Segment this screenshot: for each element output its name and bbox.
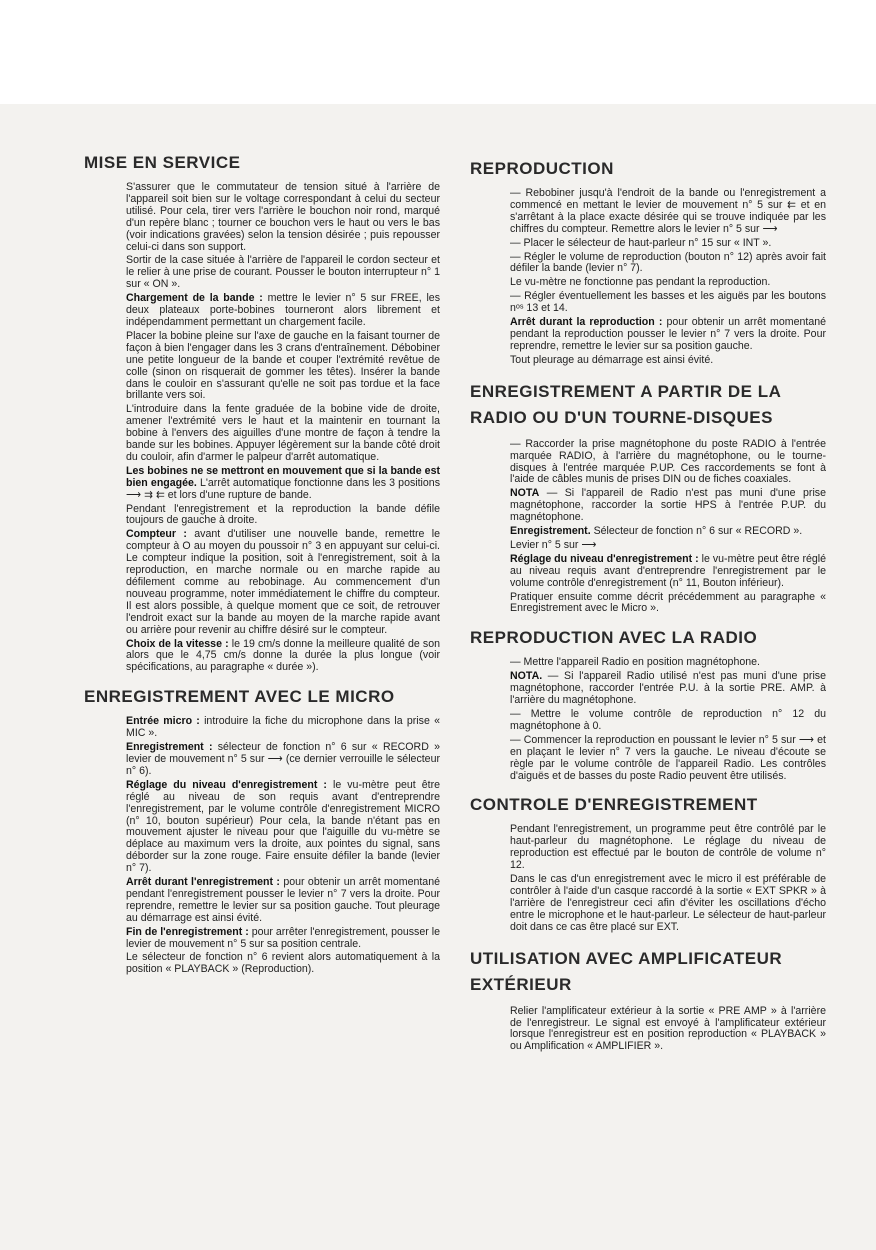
paragraph (510, 439, 826, 487)
paragraph (126, 877, 440, 925)
paragraph-text: Placer la bobine pleine sur l'axe de gauche en la faisant tourner de façon à bien l'engager dans les 3 crans d'entraînement. Débobiner une petite longueur de la bande et couper l'extrémité revêtue de colle (sinon on risquerait de gommer les têtes). Insérer la bande dans le couloir en s'assurant qu'elle ne soit pas tordue et la face brillante vers soi. (126, 329, 440, 402)
section-reproduction-avec-la-radio (470, 627, 826, 782)
paragraph-text: — Régler éventuellement les basses et les aiguës par les boutons nᵒˢ 13 et 14. (510, 290, 826, 315)
section-utilisation-avec-amplificateur-exterieur (470, 946, 826, 1054)
paragraph-lead: NOTA. (510, 670, 543, 683)
paragraph-lead: Entrée micro : (126, 715, 200, 728)
section-body (126, 182, 440, 674)
paragraph (126, 716, 440, 740)
paragraph (126, 927, 440, 951)
section-heading: REPRODUCTION AVEC LA RADIO (470, 628, 758, 648)
paragraph-lead: Arrêt durant la reproduction : (510, 316, 663, 329)
paragraph-text: Le sélecteur de fonction n° 6 revient alors automatiquement à la position « PLAYBACK » (Reproduction). (126, 951, 440, 976)
paragraph-text: — Commencer la reproduction en poussant le levier n° 5 sur ⟶ et en plaçant le levier n° 7 vers la gauche. Le niveau d'écoute se règle par le volume contrôle de l'appareil Radio. Les contrôles d'aiguës et de basses du poste Radio peuvent être utilisés. (510, 733, 826, 782)
paragraph-text: Le vu-mètre ne fonctionne pas pendant la reproduction. (510, 276, 771, 289)
paragraph-text: Pendant l'enregistrement et la reproduction la bande défile toujours de gauche à droite. (126, 502, 440, 527)
paragraph (510, 252, 826, 276)
paragraph (126, 742, 440, 778)
paragraph-lead: Réglage du niveau d'enregistrement : (126, 778, 327, 791)
paragraph (510, 874, 826, 934)
paragraph (126, 255, 440, 291)
section-heading: ENREGISTREMENT AVEC LE MICRO (84, 687, 395, 707)
paragraph-text: L'arrêt automatique fonctionne dans les 3 positions ⟶ ⇉ ⇇ et lors d'une rupture de bande. (126, 476, 440, 501)
section-heading: ENREGISTREMENT A PARTIR DE LA RADIO OU D'UN TOURNE-DISQUES (470, 381, 781, 427)
paragraph (510, 1006, 826, 1054)
paragraph (510, 317, 826, 353)
paragraph (126, 404, 440, 464)
paragraph-text: introduire la fiche du microphone dans la prise « MIC ». (126, 715, 440, 740)
paragraph-lead: Arrêt durant l'enregistrement : (126, 876, 280, 889)
section-reproduction (470, 158, 826, 367)
paragraph-text: Levier n° 5 sur ⟶ (510, 538, 597, 551)
paragraph-lead: Enregistrement : (126, 741, 213, 754)
paragraph (510, 526, 826, 538)
paragraph-text: pour obtenir un arrêt momentané pendant l'enregistrement pousser le levier n° 7 vers la droite. Pour reprendre, remettre le levier sur sa position gauche. Tout pleurage au démarrage est ainsi évité. (126, 876, 440, 924)
paragraph-text: — Mettre le volume contrôle de reproduction n° 12 du magnétophone à 0. (510, 708, 826, 732)
paragraph (510, 709, 826, 733)
paragraph (126, 293, 440, 329)
paragraph-text: mettre le levier n° 5 sur FREE, les deux plateaux porte-bobines tourneront alors librement et indépendamment permettant un chargement facile. (126, 292, 440, 328)
section-enregistrement-a-partir-de-la-radio-ou-d-un-tourne-disques (470, 379, 826, 616)
paragraph-text: — Mettre l'appareil Radio en position magnétophone. (510, 656, 760, 669)
section-heading: REPRODUCTION (470, 159, 614, 178)
section-body (510, 657, 826, 782)
paragraph-text: — Si l'appareil de Radio n'est pas muni d'une prise magnétophone, raccorder la sortie HPS à l'entrée P.UP. du magnétophone. (510, 487, 826, 524)
paragraph (510, 355, 826, 367)
paragraph (126, 331, 440, 402)
paragraph-lead: NOTA (510, 487, 540, 500)
paragraph (510, 238, 826, 250)
section-mise-en-service (84, 152, 440, 674)
paragraph-text: le vu-mètre peut être réglé au niveau requis avant d'entreprendre l'enregistrement par le volume contrôle d'enregistrement (n° 11, Bouton inférieur). (510, 552, 827, 589)
paragraph-text: Dans le cas d'un enregistrement avec le micro il est préférable de contrôler à l'aide d'un casque raccordé à la sortie « EXT SPKR » à l'arrière de l'enregistreur ceci afin d'éviter les oscillations d'écho entre le microphone et le haut-parleur. Le sélecteur de haut-parleur doit dans ce cas être placé sur EXT. (510, 873, 826, 933)
section-body (126, 716, 440, 976)
paragraph (126, 639, 440, 675)
paragraph (510, 291, 826, 315)
section-body (510, 824, 826, 933)
section-body (510, 188, 826, 367)
paragraph-text: le vu-mètre peut être réglé au niveau de son requis avant d'entreprendre l'enregistrement, par le volume contrôle d'enregistrement MICRO (n° 10, bouton supérieur) Pour cela, la bande n'étant pas en mouvement ajuster le niveau pour que l'aiguille du vu-mètre se déplace au maximum vers la droite, aux pointes du signal, sans déborder sur la zone rouge. Faire ensuite défiler la bande (levier n° 7). (126, 778, 441, 875)
paragraph (126, 466, 440, 502)
section-controle-d-enregistrement (470, 794, 826, 933)
paragraph-lead: Fin de l'enregistrement : (126, 925, 249, 938)
paragraph-text: le 19 cm/s donne la meilleure qualité de son alors que le 4,75 cm/s donne la durée la plus longue (voir spécifications, au paragraphe « durée »). (126, 637, 440, 674)
paragraph-text: Relier l'amplificateur extérieur à la sortie « PRE AMP » à l'arrière de l'enregistreur. Le signal est envoyé à l'amplificateur extérieur lorsque l'enregistreur est en position reproduction « PLAYBACK » ou Amplification « AMPLIFIER ». (510, 1004, 826, 1053)
paragraph (510, 277, 826, 289)
paragraph-lead: Enregistrement. (510, 525, 591, 538)
paragraph-text: Sortir de la case située à l'arrière de l'appareil le cordon secteur et le relier à une prise de courant. Pousser le bouton interrupteur n° 1 sur « ON ». (126, 254, 440, 291)
paragraph-text: — Si l'appareil Radio utilisé n'est pas muni d'une prise magnétophone, raccorder l'entrée P.U. à la sortie PRE. AMP. à l'arrière du magnétophone. (510, 670, 826, 707)
left-column (84, 152, 440, 988)
section-enregistrement-avec-le-micro (84, 686, 440, 976)
section-body (510, 439, 826, 616)
paragraph (126, 780, 440, 875)
right-column (470, 158, 826, 1065)
paragraph-lead: Chargement de la bande : (126, 292, 263, 305)
paragraph-text: — Placer le sélecteur de haut-parleur n° 15 sur « INT ». (510, 236, 772, 249)
paragraph-lead: Choix de la vitesse : (126, 637, 229, 650)
section-heading: MISE EN SERVICE (84, 153, 241, 172)
paragraph-lead: Les bobines ne se mettront en mouvement que si la bande est bien engagée. (126, 464, 440, 489)
paragraph (510, 188, 826, 236)
paragraph (126, 952, 440, 976)
paragraph-text: — Rebobiner jusqu'à l'endroit de la bande ou l'enregistrement a commencé en mettant le levier de mouvement n° 5 sur ⇇ et en s'arrêtant à la place exacte désirée qui se trouve indiquée par les chiffres du compteur. Remettre alors le levier n° 5 sur ⟶ (510, 187, 826, 235)
paragraph-text: — Raccorder la prise magnétophone du poste RADIO à l'entrée marquée RADIO, à l'arrière du magnétophone, ou le tourne-disques à l'entrée marquée P.UP. Ces raccordements se font à l'aide de câbles munis de prises DIN ou de fiches coaxiales. (510, 437, 826, 486)
paragraph-text: Pratiquer ensuite comme décrit précédemment au paragraphe « Enregistrement avec le Micro ». (510, 590, 826, 615)
section-body (510, 1006, 826, 1054)
paragraph-text: — Régler le volume de reproduction (bouton n° 12) après avoir fait défiler la bande (levier n° 7). (510, 250, 826, 275)
paragraph (126, 182, 440, 253)
paragraph-text: sélecteur de fonction n° 6 sur « RECORD » levier de mouvement n° 5 sur ⟶ (ce dernier verrouille le sélecteur n° 6). (126, 741, 440, 777)
paragraph (510, 540, 826, 552)
paragraph-text: pour obtenir un arrêt momentané pendant la reproduction pousser le levier n° 7 vers la droite. Pour reprendre, remettre le levier sur sa position gauche. (510, 316, 826, 352)
paragraph (510, 671, 826, 707)
paragraph-text: Tout pleurage au démarrage est ainsi évité. (510, 353, 714, 366)
paragraph-lead: Réglage du niveau d'enregistrement : (510, 552, 699, 565)
paragraph (510, 824, 826, 872)
paragraph-text: pour arrêter l'enregistrement, pousser le levier de mouvement n° 5 sur sa position centrale. (126, 925, 440, 950)
paragraph (510, 735, 826, 783)
section-heading: CONTROLE D'ENREGISTREMENT (470, 795, 758, 815)
section-heading: UTILISATION AVEC AMPLIFICATEUR EXTÉRIEUR (470, 948, 783, 994)
paragraph-text: L'introduire dans la fente graduée de la bobine vide de droite, amener l'extrémité vers le haut et la maintenir en tournant la bobine à l'envers des aiguilles d'une montre de façon à tendre la bande sur les bobines. Appuyer légèrement sur la bande côté droit du couloir, afin d'armer le palpeur d'arrêt automatique. (126, 403, 440, 463)
paragraph (510, 592, 826, 616)
paragraph-text: Pendant l'enregistrement, un programme peut être contrôlé par le haut-parleur du magnétophone. Le réglage du niveau de reproduction est effectué par le bouton de contrôle de volume n° 12. (510, 823, 826, 872)
paragraph-text: Sélecteur de fonction n° 6 sur « RECORD ». (590, 525, 803, 538)
paragraph-text: avant d'utiliser une nouvelle bande, remettre le compteur à O au moyen du poussoir n° 3 en appuyant sur celui-ci. Le compteur indique la position, soit à l'enregistrement, soit à la reproduction, en marche normale ou en marche rapide au défilement comme au rebobinage. Au commencement d'un nouveau programme, noter immédiatement le chiffre du compteur. Il est alors possible, à quelque moment que ce soit, de retrouver l'endroit exact sur la bande au moyen de la marche rapide avant ou arrière pour revenir au chiffre désiré sur le compteur. (126, 528, 440, 636)
paragraph (510, 554, 826, 590)
paragraph (510, 657, 826, 669)
paragraph-text: S'assurer que le commutateur de tension situé à l'arrière de l'appareil soit bien sur le voltage correspondant à celui du secteur utilisé. Pour cela, tirer vers l'arrière le bouchon noir rond, marqué d'un repère blanc ; tourner ce bouchon vers le haut ou vers le bas (voir indications gravées) selon la tension désirée ; puis repousser celui-ci dans son support. (126, 181, 440, 253)
paragraph (126, 504, 440, 528)
paragraph (126, 529, 440, 636)
paragraph (510, 488, 826, 524)
paragraph-lead: Compteur : (126, 528, 187, 541)
